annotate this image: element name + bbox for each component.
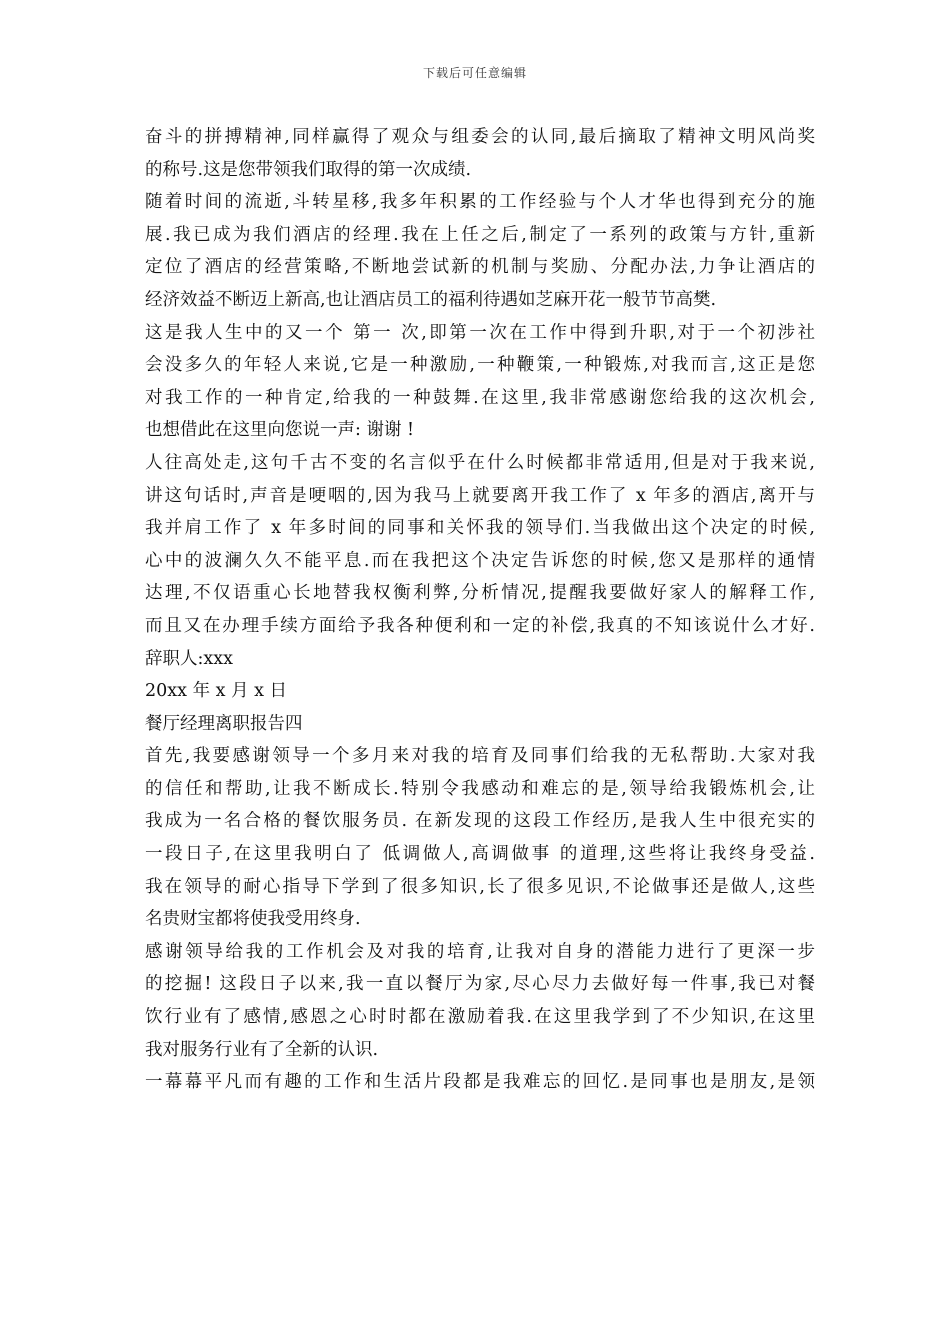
text-line: 的称号.这是您带领我们取得的第一次成绩.: [145, 159, 472, 180]
text-line: 随着时间的流逝,斗转星移,我多年积累的工作经验与个人才华也得到充分的施: [145, 192, 815, 213]
document-body: [145, 121, 815, 1099]
text-line: 人往高处走,这句千古不变的名言似乎在什么时候都非常适用,但是对于我来说,: [145, 452, 815, 473]
text-line: 餐厅经理离职报告四: [145, 713, 303, 734]
text-line: 这是我人生中的又一个 第一 次,即第一次在工作中得到升职,对于一个初涉社: [145, 322, 815, 343]
text-line: 会没多久的年轻人来说,它是一种激励,一种鞭策,一种锻炼,对我而言,这正是您: [145, 355, 815, 376]
text-line: 辞职人:xxx: [145, 648, 234, 669]
text-line: 首先,我要感谢领导一个多月来对我的培育及同事们给我的无私帮助.大家对我: [145, 746, 815, 767]
text-line: 展.我已成为我们酒店的经理.我在上任之后,制定了一系列的政策与方针,重新: [145, 224, 815, 245]
text-line: 我成为一名合格的餐饮服务员. 在新发现的这段工作经历,是我人生中很充实的: [145, 811, 815, 832]
text-line: 达理,不仅语重心长地替我权衡利弊,分析情况,提醒我要做好家人的解释工作,: [145, 583, 815, 604]
page-header: 下载后可任意编辑: [422, 66, 527, 80]
text-line: 我并肩工作了 x 年多时间的同事和关怀我的领导们.当我做出这个决定的时候,: [145, 518, 815, 539]
text-line: 感谢领导给我的工作机会及对我的培育,让我对自身的潜能力进行了更深一步: [145, 941, 815, 962]
text-line: 经济效益不断迈上新高,也让酒店员工的福利待遇如芝麻开花一般节节高樊.: [145, 289, 717, 310]
text-line: 饮行业有了感情,感恩之心时时都在激励着我.在这里我学到了不少知识,在这里: [145, 1007, 815, 1028]
text-line: 的挖掘! 这段日子以来,我一直以餐厅为家,尽心尽力去做好每一件事,我已对餐: [145, 974, 815, 995]
text-line: 一幕幕平凡而有趣的工作和生活片段都是我难忘的回忆.是同事也是朋友,是领: [145, 1072, 815, 1093]
text-line: 也想借此在这里向您说一声: 谢谢 !: [145, 420, 415, 441]
text-line: 我对服务行业有了全新的认识.: [145, 1039, 379, 1060]
text-line: 而且又在办理手续方面给予我各种便利和一定的补偿,我真的不知该说什么才好.: [145, 615, 815, 636]
text-line: 定位了酒店的经营策略,不断地尝试新的机制与奖励、分配办法,力争让酒店的: [145, 257, 815, 278]
text-line: 的信任和帮助,让我不断成长.特别令我感动和难忘的是,领导给我锻炼机会,让: [145, 778, 815, 799]
text-line: 名贵财宝都将使我受用终身.: [145, 909, 361, 930]
text-line: 一段日子,在这里我明白了 低调做人,高调做事 的道理,这些将让我终身受益.: [145, 844, 815, 865]
text-line: 20xx 年 x 月 x 日: [145, 681, 288, 702]
text-line: 奋斗的拼搏精神,同样赢得了观众与组委会的认同,最后摘取了精神文明风尚奖: [145, 127, 815, 147]
text-line: 我在领导的耐心指导下学到了很多知识,长了很多见识,不论做事还是做人,这些: [145, 876, 815, 897]
text-line: 对我工作的一种肯定,给我的一种鼓舞.在这里,我非常感谢您给我的这次机会,: [145, 387, 815, 408]
text-line: 心中的波澜久久不能平息.而在我把这个决定告诉您的时候,您又是那样的通情: [145, 550, 815, 571]
text-line: 讲这句话时,声音是哽咽的,因为我马上就要离开我工作了 x 年多的酒店,离开与: [145, 485, 815, 506]
